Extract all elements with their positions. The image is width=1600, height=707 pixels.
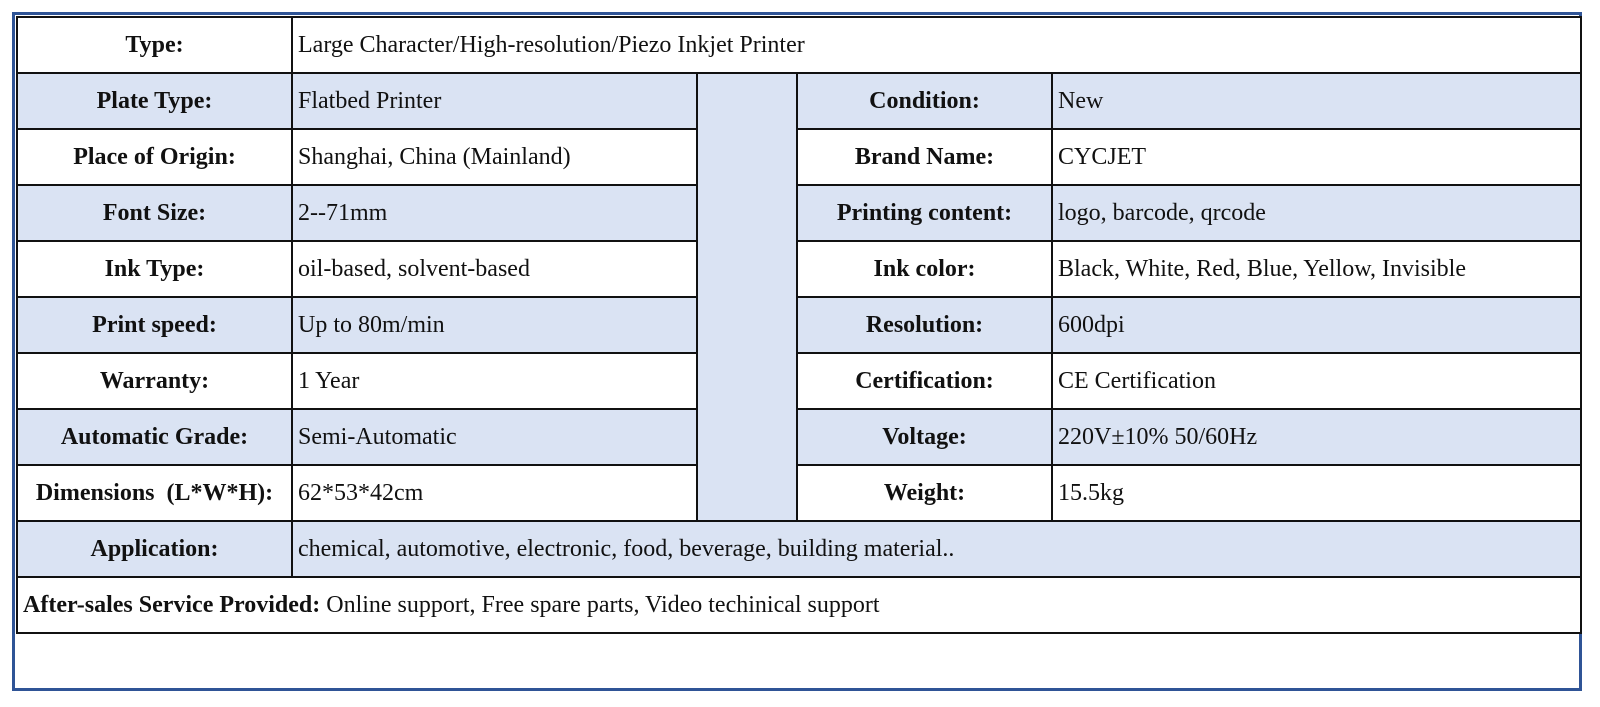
after-sales-value: Online support, Free spare parts, Video techinical support (320, 591, 880, 618)
center-spacer (697, 73, 797, 521)
table-row (17, 465, 1581, 521)
table-row (17, 73, 1581, 129)
spec-label-printing-content: Printing content: (797, 185, 1052, 241)
spec-label-plate-type: Plate Type: (17, 73, 292, 129)
spec-label-dimensions: Dimensions (L*W*H): (17, 465, 292, 521)
table-row (17, 409, 1581, 465)
application-value: chemical, automotive, electronic, food, beverage, building material.. (292, 521, 1581, 577)
spec-label-ink-color: Ink color: (797, 241, 1052, 297)
spec-label-font-size: Font Size: (17, 185, 292, 241)
spec-label-brand-name: Brand Name: (797, 129, 1052, 185)
spec-label-warranty: Warranty: (17, 353, 292, 409)
spec-label-condition: Condition: (797, 73, 1052, 129)
spec-label-weight: Weight: (797, 465, 1052, 521)
table-row (17, 129, 1581, 185)
spec-label-place-of-origin: Place of Origin: (17, 129, 292, 185)
spec-value-weight: 15.5kg (1052, 465, 1581, 521)
after-sales-cell (17, 577, 1581, 633)
spec-label-voltage: Voltage: (797, 409, 1052, 465)
spec-value-font-size: 2--71mm (292, 185, 697, 241)
table-row (17, 297, 1581, 353)
spec-label-print-speed: Print speed: (17, 297, 292, 353)
spec-label-certification: Certification: (797, 353, 1052, 409)
spec-value-dimensions: 62*53*42cm (292, 465, 697, 521)
row-application (17, 521, 1581, 577)
spec-value-ink-color: Black, White, Red, Blue, Yellow, Invisible (1052, 241, 1581, 297)
application-label: Application: (17, 521, 292, 577)
type-value: Large Character/High-resolution/Piezo Inkjet Printer (292, 17, 1581, 73)
spec-value-printing-content: logo, barcode, qrcode (1052, 185, 1581, 241)
spec-label-ink-type: Ink Type: (17, 241, 292, 297)
spec-value-place-of-origin: Shanghai, China (Mainland) (292, 129, 697, 185)
table-row (17, 185, 1581, 241)
spec-label-resolution: Resolution: (797, 297, 1052, 353)
spec-value-resolution: 600dpi (1052, 297, 1581, 353)
spec-value-ink-type: oil-based, solvent-based (292, 241, 697, 297)
spec-value-certification: CE Certification (1052, 353, 1581, 409)
spec-label-automatic-grade: Automatic Grade: (17, 409, 292, 465)
table-row (17, 353, 1581, 409)
after-sales-label: After-sales Service Provided: (23, 591, 321, 618)
type-label: Type: (17, 17, 292, 73)
table-row (17, 241, 1581, 297)
row-type (17, 17, 1581, 73)
spec-value-condition: New (1052, 73, 1581, 129)
spec-value-print-speed: Up to 80m/min (292, 297, 697, 353)
row-after-sales (17, 577, 1581, 633)
spec-value-warranty: 1 Year (292, 353, 697, 409)
spec-table (16, 16, 1582, 634)
spec-value-brand-name: CYCJET (1052, 129, 1581, 185)
spec-value-plate-type: Flatbed Printer (292, 73, 697, 129)
spec-value-voltage: 220V±10% 50/60Hz (1052, 409, 1581, 465)
spec-value-automatic-grade: Semi-Automatic (292, 409, 697, 465)
